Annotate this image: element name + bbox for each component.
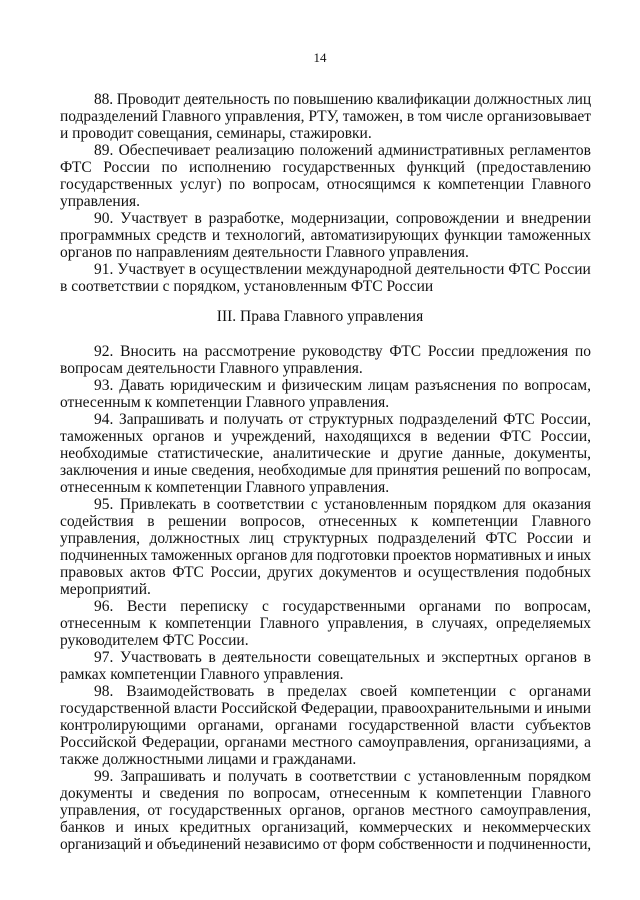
text-line: 94. Запрашивать и получать от структурных подразделений ФТС России,	[94, 411, 591, 428]
paragraph	[60, 91, 591, 142]
text-line: необходимые статистические, аналитические и другие данные, документы,	[60, 445, 591, 462]
text-line: вопросам деятельности Главного управления.	[60, 360, 363, 377]
text-line: 88. Проводит деятельность по повышению квалификации должностных лиц	[94, 91, 591, 108]
text-line: 98. Взаимодействовать в пределах своей компетенции с органами	[94, 683, 591, 700]
text-line: Российской Федерации, органами местного самоуправления, организациями, а	[60, 734, 591, 751]
paragraph	[60, 377, 591, 411]
text-line: отнесенным к компетенции Главного управления, в случаях, определяемых	[60, 615, 591, 632]
text-line: организаций и объединений независимо от форм собственности и подчиненности,	[60, 836, 591, 853]
text-line: контролирующими органами, органами государственной власти субъектов	[60, 717, 591, 734]
paragraph	[60, 411, 591, 496]
text-line: управления, от государственных органов, органов местного самоуправления,	[60, 802, 591, 819]
text-line: отнесенным к компетенции Главного управления.	[60, 479, 390, 496]
text-line: управления.	[60, 193, 140, 210]
text-line: отнесенным к компетенции Главного управления.	[60, 394, 390, 411]
text-line: 97. Участвовать в деятельности совещательных и экспертных органов в	[94, 649, 591, 666]
text-line: таможенных органов и учреждений, находящихся в ведении ФТС России,	[60, 428, 591, 445]
text-line: подразделений Главного управления, РТУ, таможен, в том числе организовывает	[60, 108, 591, 125]
paragraph	[60, 210, 591, 261]
text-line: рамках компетенции Главного управления.	[60, 666, 344, 683]
paragraphs-block-1	[60, 91, 591, 295]
text-line: 91. Участвует в осуществлении международной деятельности ФТС России	[94, 261, 591, 278]
text-line: и проводит совещания, семинары, стажировки.	[60, 125, 372, 142]
text-line: управления, должностных лиц структурных подразделений ФТС России и	[60, 530, 591, 547]
text-line: в соответствии с порядком, установленным ФТС России	[60, 278, 434, 295]
text-line: 99. Запрашивать и получать в соответствии с установленным порядком	[94, 768, 591, 785]
text-line: заключения и иные сведения, необходимые для принятия решений по вопросам,	[60, 462, 591, 479]
paragraph	[60, 598, 591, 649]
text-line: 93. Давать юридическим и физическим лицам разъяснения по вопросам,	[94, 377, 591, 394]
text-line: 95. Привлекать в соответствии с установленным порядком для оказания	[94, 496, 591, 513]
text-line: государственных услуг) по вопросам, относящимся к компетенции Главного	[60, 176, 591, 193]
text-line: правовых актов ФТС России, других документов и осуществления подобных	[60, 564, 591, 581]
text-line: ФТС России по исполнению государственных функций (предоставлению	[60, 159, 591, 176]
text-line: 96. Вести переписку с государственными органами по вопросам,	[94, 598, 591, 615]
paragraph	[60, 261, 591, 295]
page-number: 14	[313, 50, 327, 65]
section-heading: III. Права Главного управления	[216, 308, 424, 325]
paragraph	[60, 683, 591, 768]
paragraph	[60, 343, 591, 377]
text-line: руководителем ФТС России.	[60, 632, 249, 649]
text-line: программных средств и технологий, автоматизирующих функции таможенных	[60, 227, 591, 244]
paragraph	[60, 649, 591, 683]
text-line: мероприятий.	[60, 581, 151, 598]
text-line: 90. Участвует в разработке, модернизации, сопровождении и внедрении	[94, 210, 591, 227]
paragraph	[60, 142, 591, 210]
text-line: также должностными лицами и гражданами.	[60, 751, 357, 768]
text-line: подчиненных таможенных органов для подготовки проектов нормативных и иных	[60, 547, 592, 564]
text-line: государственной власти Российской Федерации, правоохранительными и иными	[60, 700, 591, 717]
text-line: содействия в решении вопросов, отнесенных к компетенции Главного	[60, 513, 591, 530]
text-line: документы и сведения по вопросам, отнесенным к компетенции Главного	[60, 785, 591, 802]
paragraph	[60, 496, 591, 598]
text-line: банков и иных кредитных организаций, коммерческих и некоммерческих	[60, 819, 591, 836]
paragraph	[60, 768, 591, 853]
text-line: 92. Вносить на рассмотрение руководству ФТС России предложения по	[94, 343, 591, 360]
paragraphs-block-2	[60, 343, 591, 853]
text-line: 89. Обеспечивает реализацию положений административных регламентов	[94, 142, 591, 159]
text-line: органов по направлениям деятельности Главного управления.	[60, 244, 469, 261]
